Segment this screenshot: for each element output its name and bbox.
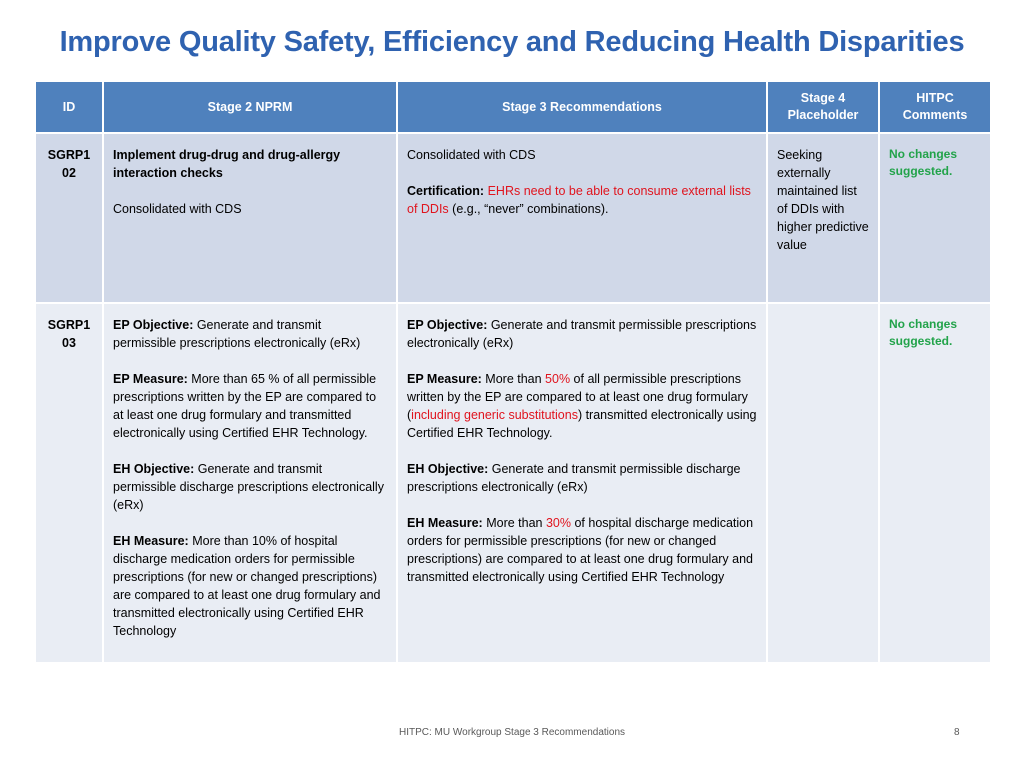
stage2-eh-measure — [113, 532, 387, 640]
ep-measure-post: ) transmitted electronically using Certified EHR Technology. — [407, 408, 757, 440]
eh-measure-label: EH Measure: — [113, 534, 189, 548]
stage3-eh-measure — [407, 514, 757, 586]
row-id: SGRP1 03 — [35, 303, 103, 663]
ep-measure-label: EP Measure: — [407, 372, 482, 386]
page-number: 8 — [954, 727, 960, 738]
ep-measure-pre: More than — [481, 372, 546, 386]
row-id: SGRP1 02 — [35, 133, 103, 303]
ep-objective-label: EP Objective: — [407, 318, 488, 332]
ep-objective-text: Generate and transmit permissible prescriptions electronically (eRx) — [407, 318, 757, 350]
stage3-ep-objective — [407, 316, 757, 352]
stage2-objective: Implement drug-drug and drug-allergy interaction checks — [113, 148, 341, 180]
stage3-cell — [397, 303, 767, 663]
eh-objective-label: EH Objective: — [113, 462, 195, 476]
eh-objective-label: EH Objective: — [407, 462, 489, 476]
eh-measure-text: More than 10% of hospital discharge medication orders for permissible prescriptions (for new or changed prescriptions) are compared to at least one drug formulary and transmitted electronically using Certified EHR Technology — [113, 534, 381, 638]
header-id: ID — [35, 81, 103, 133]
stage2-eh-objective — [113, 460, 387, 514]
eh-measure-pre: More than — [482, 516, 546, 530]
table-header-row — [35, 81, 991, 133]
stage3-note: Consolidated with CDS — [407, 148, 536, 162]
ep-measure-text: More than 65 % of all permissible prescriptions written by the EP are compared to at least one drug formulary and transmitted electronically using Certified EHR Technology. — [113, 372, 377, 440]
eh-measure-percent: 30% — [545, 516, 571, 530]
stage2-cell — [103, 303, 397, 663]
stage4-cell — [767, 303, 879, 663]
ep-measure-label: EP Measure: — [113, 372, 188, 386]
eh-measure-post: of hospital discharge medication orders for permissible prescriptions (for new or changed prescriptions) are compared to at least one drug formulary and transmitted electronically using Certified EHR Technology — [407, 516, 754, 584]
stage4-cell: Seeking externally maintained list of DDIs with higher predictive value — [767, 133, 879, 303]
recommendations-table — [34, 80, 992, 664]
header-stage4-placeholder: Stage 4 Placeholder — [767, 81, 879, 133]
ep-objective-label: EP Objective: — [113, 318, 194, 332]
certification-rest: (e.g., “never” combinations). — [448, 202, 609, 216]
stage2-ep-objective — [113, 316, 387, 352]
stage3-cell — [397, 133, 767, 303]
ep-measure-percent: 50% — [545, 372, 571, 386]
slide-title: Improve Quality Safety, Efficiency and Reducing Health Disparities — [59, 26, 965, 58]
certification-label: Certification: — [407, 184, 485, 198]
stage2-note: Consolidated with CDS — [113, 202, 242, 216]
hitpc-comment: No changes suggested. — [879, 133, 991, 303]
table-row — [35, 303, 991, 663]
header-hitpc-comments: HITPC Comments — [879, 81, 991, 133]
eh-measure-label: EH Measure: — [407, 516, 483, 530]
stage2-ep-measure — [113, 370, 387, 442]
ep-measure-generic: including generic substitutions — [411, 408, 578, 422]
stage3-certification — [407, 182, 757, 218]
header-stage2-nprm: Stage 2 NPRM — [103, 81, 397, 133]
ep-measure-mid: of all permissible prescriptions written by the EP are compared to at least one drug formulary ( — [407, 372, 748, 422]
stage3-ep-measure — [407, 370, 757, 442]
hitpc-comment: No changes suggested. — [879, 303, 991, 663]
header-stage3-recommendations: Stage 3 Recommendations — [397, 81, 767, 133]
stage2-cell — [103, 133, 397, 303]
footer-text: HITPC: MU Workgroup Stage 3 Recommendations — [398, 727, 625, 738]
certification-highlight: EHRs need to be able to consume external lists of DDIs — [407, 184, 751, 216]
eh-objective-text: Generate and transmit permissible discharge prescriptions electronically (eRx) — [113, 462, 384, 512]
stage3-eh-objective — [407, 460, 757, 496]
table-row — [35, 133, 991, 303]
ep-objective-text: Generate and transmit permissible prescriptions electronically (eRx) — [113, 318, 361, 350]
eh-objective-text: Generate and transmit permissible discharge prescriptions electronically (eRx) — [407, 462, 741, 494]
